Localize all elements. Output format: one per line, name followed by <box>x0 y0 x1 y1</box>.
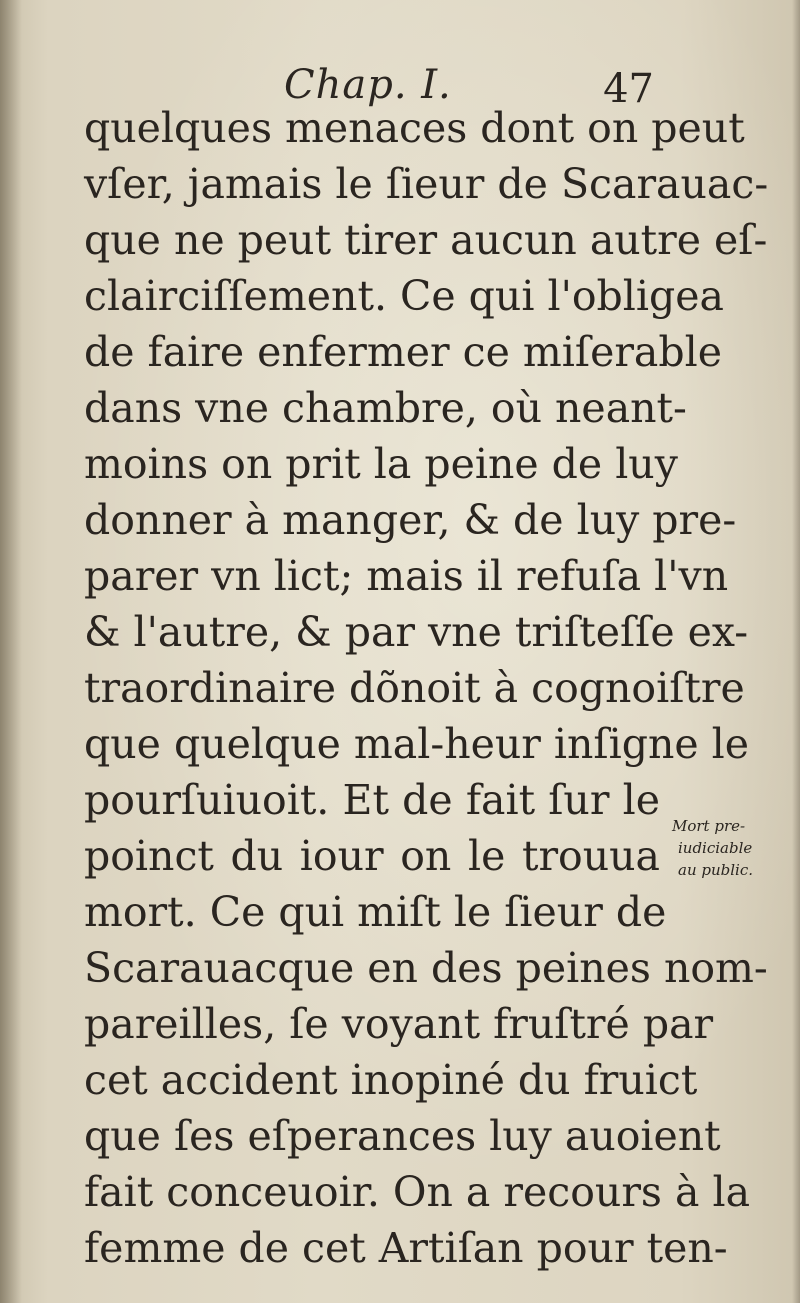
text-line: poinct du iour on le trouua <box>84 832 660 880</box>
gutter-shadow <box>0 0 22 1303</box>
text-line: traordinaire dõnoit à cognoiſtre <box>84 664 745 712</box>
text-line: pareilles, ſe voyant fruſtré par <box>84 1000 714 1048</box>
text-line: que ſes eſperances luy auoient <box>84 1112 721 1160</box>
text-line: dans vne chambre, où neant- <box>84 384 687 432</box>
running-head: Chap. I. <box>284 62 452 108</box>
text-line: & l'autre, & par vne triſteſſe ex- <box>84 608 749 656</box>
text-line: quelques menaces dont on peut <box>84 104 745 152</box>
margin-note <box>672 815 798 881</box>
margin-note-line: Mort pre- <box>672 817 746 835</box>
text-line: vſer, jamais le ſieur de Scarauac- <box>84 160 769 208</box>
text-line: mort. Ce qui miſt le ſieur de <box>84 888 667 936</box>
text-line: parer vn lict; mais il refuſa l'vn <box>84 552 729 600</box>
text-line: Scarauacque en des peines nom- <box>84 944 768 992</box>
page-number: 47 <box>603 66 654 112</box>
text-line: que ne peut tirer aucun autre eſ- <box>84 216 768 264</box>
text-line: cet accident inopiné du fruict <box>84 1056 698 1104</box>
text-line: fait conceuoir. On a recours à la <box>84 1168 751 1216</box>
text-line: donner à manger, & de luy pre- <box>84 496 737 544</box>
text-line: que quelque mal-heur inſigne le <box>84 720 750 768</box>
text-line: clairciſſement. Ce qui l'obligea <box>84 272 724 320</box>
text-line: de faire enfermer ce miſerable <box>84 328 723 376</box>
margin-note-line: au public. <box>678 861 753 879</box>
text-line: moins on prit la peine de luy <box>84 440 678 488</box>
text-line: femme de cet Artiſan pour ten- <box>84 1224 728 1272</box>
page-edge <box>792 0 800 1303</box>
margin-note-line: iudiciable <box>678 839 753 857</box>
text-line: pourſuiuoit. Et de fait ſur le <box>84 776 660 824</box>
